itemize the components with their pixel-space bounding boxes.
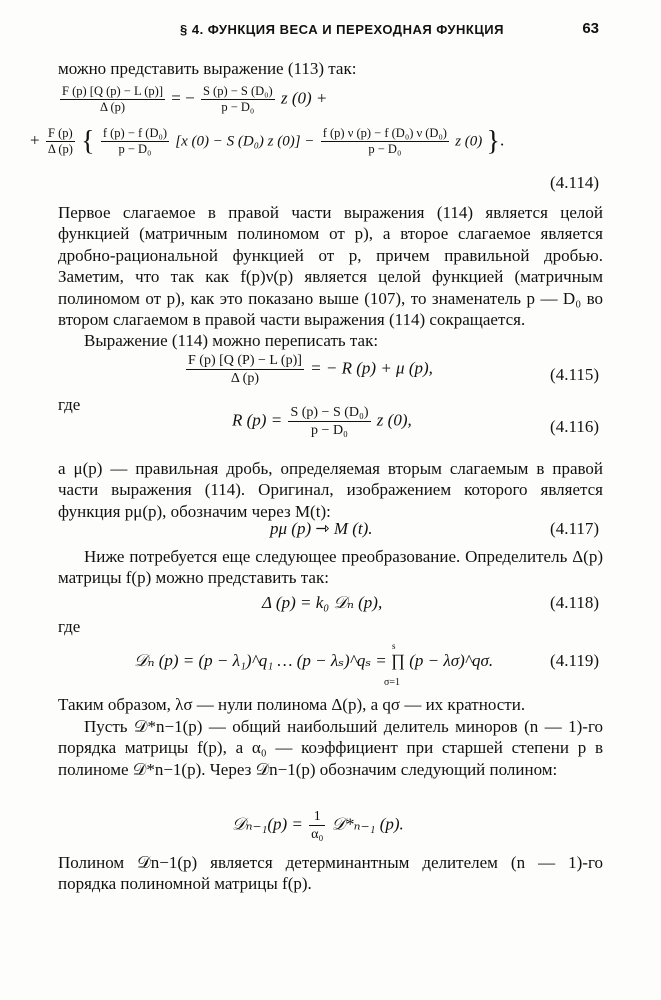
- equation-operator: = −: [171, 88, 195, 108]
- equation-number-4-118: (4.118): [550, 593, 599, 612]
- product-upper-limit: s: [392, 641, 396, 651]
- fraction-numerator: f (p) − f (D₀): [102, 126, 168, 140]
- equation-term: z (0),: [376, 410, 412, 430]
- paragraph-first-term: Первое слагаемое в правой части выражения (114) является целой функцией (матричным полиномом от p), а второе слагаемое является дробно-рациональной функцией от p, причем правильной дробью. Заметим, что так как f(p)ν(p) является целой функцией (матричным полиномом от p), как это показано выше (107), то знаменатель p — D₀ во втором слагаемом в правой части выражения (114) сокращается.: [58, 203, 603, 330]
- fraction-denominator: p − D₀: [368, 142, 402, 156]
- equation-operator: +: [30, 130, 40, 150]
- fraction-numerator: S (p) − S (D₀): [202, 84, 273, 98]
- fraction-denominator: p − D₀: [118, 142, 152, 156]
- word-where-2: где: [58, 617, 81, 636]
- fraction-numerator: F (p) [Q (P) − L (p)]: [188, 353, 302, 368]
- fraction-numerator: 1: [309, 808, 325, 826]
- fraction-denominator: Δ (p): [99, 100, 126, 114]
- fraction-numerator: F (p) [Q (p) − L (p)]: [62, 84, 164, 98]
- equation-number-4-115: (4.115): [550, 365, 599, 384]
- page-number: 63: [582, 20, 599, 37]
- product-lower-limit: σ=1: [384, 677, 401, 688]
- equation-4-115: [184, 352, 433, 387]
- equation-term: [x (0) − S (D₀) z (0)] −: [175, 133, 315, 150]
- equation-4-119: [134, 650, 493, 671]
- fraction-numerator: f (p) ν (p) − f (D₀) ν (D₀): [322, 126, 447, 140]
- equation-term: = − R (p) + μ (p),: [310, 358, 433, 378]
- equation-term: R (p) =: [232, 410, 283, 430]
- fraction-denominator: p − D₀: [221, 100, 255, 114]
- page-header: [0, 18, 661, 42]
- equation-4-118: [262, 592, 382, 613]
- equation-term: 𝒟*ₙ₋₁ (p).: [331, 814, 404, 834]
- equation-term: 𝒟ₙ (p) = (p − λ₁)^q₁ … (p − λₛ)^qₛ = ∏ (p − λσ)^qσ.: [134, 651, 494, 670]
- equation-4-117: [270, 518, 373, 539]
- equation-4-114-line1: [58, 84, 327, 115]
- fraction-denominator: Δ (p): [47, 142, 73, 156]
- word-where-1: где: [58, 395, 81, 414]
- paragraph-rewrite: [58, 330, 603, 351]
- fraction-denominator: p − D₀: [311, 423, 348, 438]
- equation-4-114-line2: + $\frac{F (p)}{\Delta (p)}$ { $\frac{\text{f (p) − f (D₀)}}{\text{p − D₀}}$ [x (0) − S (D₀) z (0)] − $\frac{\text{f (p) ν (p) − f (D₀) ν (D₀)}}{\text{p − D₀}}$ z (0) }.: [30, 125, 505, 157]
- equation-term: z (0): [455, 133, 483, 150]
- paragraph-transform: [58, 546, 603, 589]
- paragraph-mu: а μ(p) — правильная дробь, определяемая вторым слагаемым в правой части выражения (114). Оригинал, изображением которого является функция pμ(p), обозначим через M(t):: [58, 459, 603, 521]
- fraction-denominator: α₀: [311, 827, 324, 842]
- equation-number-4-119: (4.119): [550, 651, 599, 670]
- fraction-denominator: Δ (p): [230, 371, 259, 386]
- equation-term: pμ (p) ⇾ M (t).: [270, 519, 373, 538]
- equation-polynomial-def: [232, 808, 404, 843]
- fraction-numerator: F (p): [46, 126, 75, 142]
- left-brace: {: [81, 125, 95, 157]
- equation-term: z (0) +: [280, 88, 328, 108]
- right-brace: }: [486, 125, 500, 157]
- equation-4-116: [232, 404, 412, 439]
- paragraph-text: Пусть 𝒟*n−1(p) — общий наибольший делитель миноров (n — 1)-го порядка матрицы f(p), а α₀ — коэффициент при старшей степени p в полиноме 𝒟*n−1(p). Через 𝒟n−1(p) обозначим следующий полином:: [58, 717, 603, 779]
- equation-number-4-117: (4.117): [550, 519, 599, 538]
- equation-number-4-114: (4.114): [550, 173, 599, 192]
- equation-term: 𝒟ₙ₋₁(p) =: [232, 814, 303, 834]
- paragraph-let: [58, 716, 603, 780]
- fraction-numerator: S (p) − S (D₀): [290, 405, 369, 420]
- paragraph-determinant-divisor: Полином 𝒟n−1(p) является детерминантным делителем (n — 1)-го порядка полиномной матрицы f(p).: [58, 853, 603, 894]
- paragraph-text: Ниже потребуется еще следующее преобразование. Определитель Δ(p) матрицы f(p) можно представить так:: [58, 547, 603, 588]
- paragraph-text: Выражение (114) можно переписать так:: [84, 331, 379, 350]
- equation-number-4-116: (4.116): [550, 417, 599, 436]
- equation-term: Δ (p) = k₀ 𝒟ₙ (p),: [262, 593, 383, 612]
- running-title: § 4. ФУНКЦИЯ ВЕСА И ПЕРЕХОДНАЯ ФУНКЦИЯ: [180, 22, 504, 37]
- paragraph-thus: Таким образом, λσ — нули полинома Δ(p), а qσ — их кратности.: [58, 695, 526, 714]
- paragraph-intro: можно представить выражение (113) так:: [58, 59, 357, 78]
